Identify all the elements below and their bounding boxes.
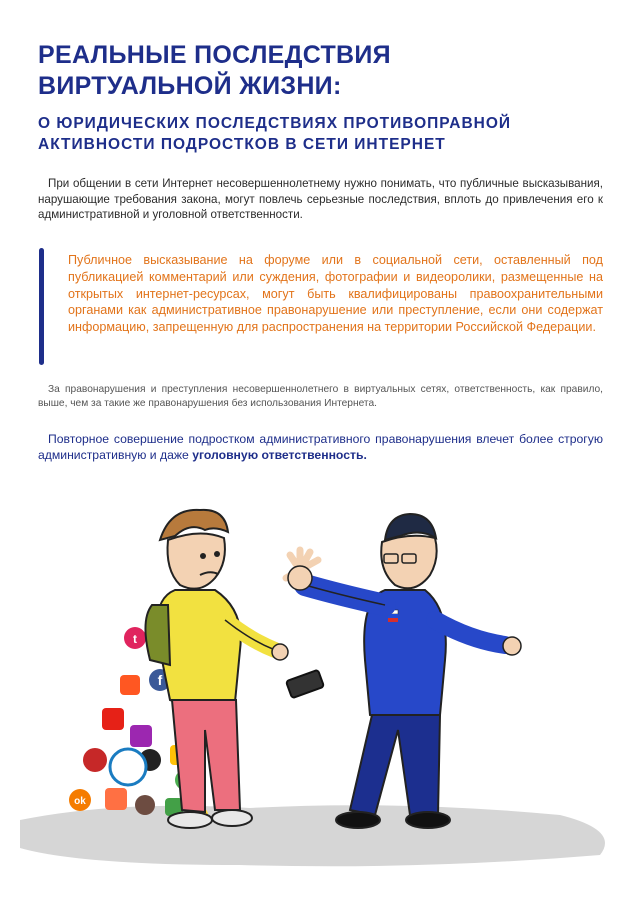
- page-subtitle: [38, 113, 608, 155]
- title-line-1: РЕАЛЬНЫЕ ПОСЛЕДСТВИЯ: [38, 41, 391, 69]
- facebook-icon: f: [157, 672, 163, 688]
- falling-phone: [286, 670, 324, 699]
- ground-shadow: [20, 805, 605, 866]
- quote-accent-bar: [39, 248, 44, 365]
- intro-paragraph: При общении в сети Интернет несовершеннолетнему нужно понимать, что публичные высказывания, нарушающие требования закона, могут повлечь серьезные последствия, вплоть до привлечения его к административной и уголовной ответственности.: [38, 177, 603, 221]
- linkedin-badge: [110, 749, 146, 785]
- twitter-icon: t: [133, 632, 137, 646]
- title-line-2: ВИРТУАЛЬНОЙ ЖИЗНИ:: [38, 72, 342, 100]
- quote-paragraph: Публичное высказывание на форуме или в социальной сети, оставленный под публикацией комментарий или суждения, фотографии и видеоролики, размещенные на открытых интернет-ресурсах, могут быть квалифицированы правоохранительными органами как административное правонарушение или преступление, если они содержат информацию, запрещенную для распространения на территории Российской Федерации.: [68, 253, 603, 335]
- cartoon-illustration: [0, 470, 640, 905]
- note-paragraph: За правонарушения и преступления несовершеннолетнего в виртуальных сетях, ответственность, как правило, выше, чем за такие же правонарушения без использования Интернета.: [38, 384, 603, 409]
- repeat-offense-paragraph: [38, 431, 603, 463]
- criminal-liability-emphasis: уголовную ответственность.: [192, 448, 367, 462]
- official-figure: [286, 514, 521, 828]
- subtitle-line-2: АКТИВНОСТИ ПОДРОСТКОВ В СЕТИ ИНТЕРНЕТ: [38, 136, 446, 153]
- repeat-main-text: Повторное совершение подростком административного правонарушения влечет более строгую административную и даже: [38, 432, 603, 462]
- odnoklassniki-icon: ok: [74, 796, 86, 807]
- page-title: [38, 40, 598, 102]
- teenager-figure: [145, 510, 288, 828]
- subtitle-line-1: О ЮРИДИЧЕСКИХ ПОСЛЕДСТВИЯХ ПРОТИВОПРАВНОЙ: [38, 115, 512, 132]
